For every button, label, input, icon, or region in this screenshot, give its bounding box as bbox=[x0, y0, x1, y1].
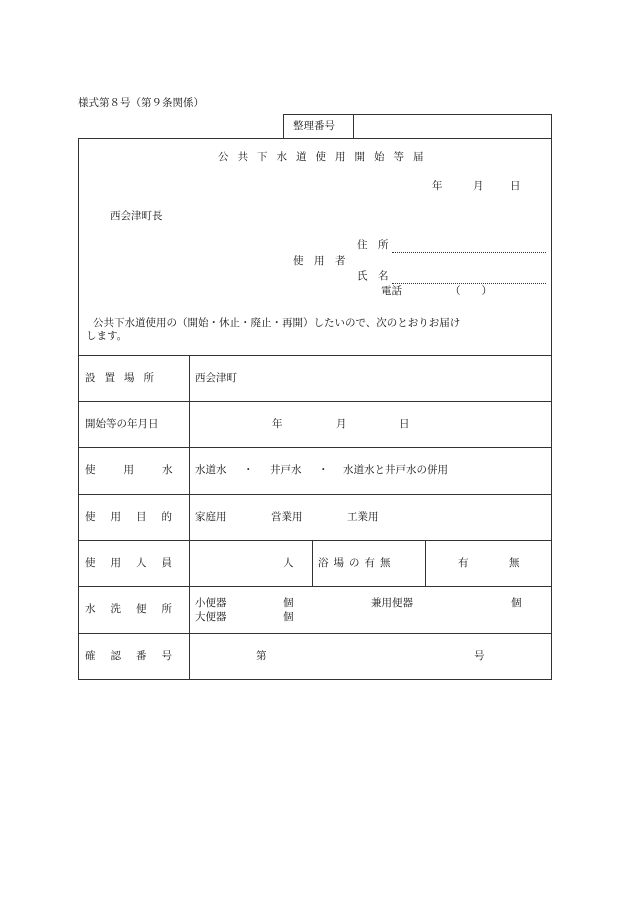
toilet-small-unit[interactable]: 個 bbox=[283, 597, 294, 609]
toilet-large-label: 大便器 bbox=[195, 611, 227, 623]
water-label-text: 使用水 bbox=[85, 464, 201, 476]
water-opt-tap[interactable]: 水道水 bbox=[195, 464, 227, 476]
location-value[interactable]: 西会津町 bbox=[195, 372, 237, 384]
toilet-combined-label: 兼用便器 bbox=[371, 597, 413, 609]
start-date-label: 開始等の年月日 bbox=[85, 418, 159, 430]
purpose-label: 使用目的 bbox=[85, 511, 187, 523]
toilet-label: 水洗便所 bbox=[85, 603, 187, 615]
date-day: 日 bbox=[510, 180, 521, 192]
form-number: 様式第８号（第９条関係） bbox=[78, 97, 204, 109]
purpose-opt-business[interactable]: 営業用 bbox=[271, 511, 303, 523]
address-label: 住 所 bbox=[357, 239, 389, 251]
date-year: 年 bbox=[432, 180, 443, 192]
applicant-role: 使 用 者 bbox=[293, 255, 346, 267]
name-line bbox=[392, 283, 546, 284]
water-label bbox=[85, 464, 201, 476]
phone-label: 電話 bbox=[381, 285, 402, 297]
bath-no[interactable]: 無 bbox=[509, 557, 520, 569]
toilet-small-label: 小便器 bbox=[195, 597, 227, 609]
form-title: 公共下水道使用開始等届 bbox=[218, 151, 433, 163]
seiri-bangou-value[interactable] bbox=[362, 121, 542, 133]
location-label: 設置場所 bbox=[85, 372, 163, 384]
toilet-large-unit[interactable]: 個 bbox=[283, 611, 294, 623]
start-date-day[interactable]: 日 bbox=[399, 418, 410, 430]
bath-yes[interactable]: 有 bbox=[458, 557, 469, 569]
confirm-prefix[interactable]: 第 bbox=[256, 650, 267, 662]
water-opt-well[interactable]: 井戸水 bbox=[270, 464, 302, 476]
confirm-label: 確認番号 bbox=[85, 650, 187, 662]
water-opt-both[interactable]: 水道水と井戸水の併用 bbox=[343, 464, 448, 476]
start-date-month[interactable]: 月 bbox=[336, 418, 347, 430]
body-text-line1: 公共下水道使用の（開始・休止・廃止・再開）したいので、次のとおりお届け bbox=[93, 317, 461, 329]
persons-unit[interactable]: 人 bbox=[283, 557, 294, 569]
start-date-year[interactable]: 年 bbox=[272, 418, 283, 430]
body-text-line2: します。 bbox=[86, 330, 128, 342]
seiri-bangou-label: 整理番号 bbox=[293, 120, 335, 132]
addressee: 西会津町長 bbox=[110, 210, 163, 222]
address-line bbox=[392, 252, 546, 253]
purpose-opt-industry[interactable]: 工業用 bbox=[347, 511, 379, 523]
purpose-opt-home[interactable]: 家庭用 bbox=[195, 511, 227, 523]
bath-label: 浴場の有無 bbox=[318, 557, 396, 569]
phone-parens[interactable]: （ ） bbox=[450, 285, 492, 297]
address-value[interactable] bbox=[395, 240, 545, 252]
date-month: 月 bbox=[473, 180, 484, 192]
name-label: 氏 名 bbox=[357, 270, 389, 282]
persons-label: 使用人員 bbox=[85, 557, 187, 569]
water-dot-2: ・ bbox=[318, 464, 329, 476]
toilet-combined-unit[interactable]: 個 bbox=[511, 597, 522, 609]
confirm-suffix[interactable]: 号 bbox=[474, 650, 485, 662]
name-value[interactable] bbox=[395, 271, 545, 283]
water-dot-1: ・ bbox=[243, 464, 254, 476]
